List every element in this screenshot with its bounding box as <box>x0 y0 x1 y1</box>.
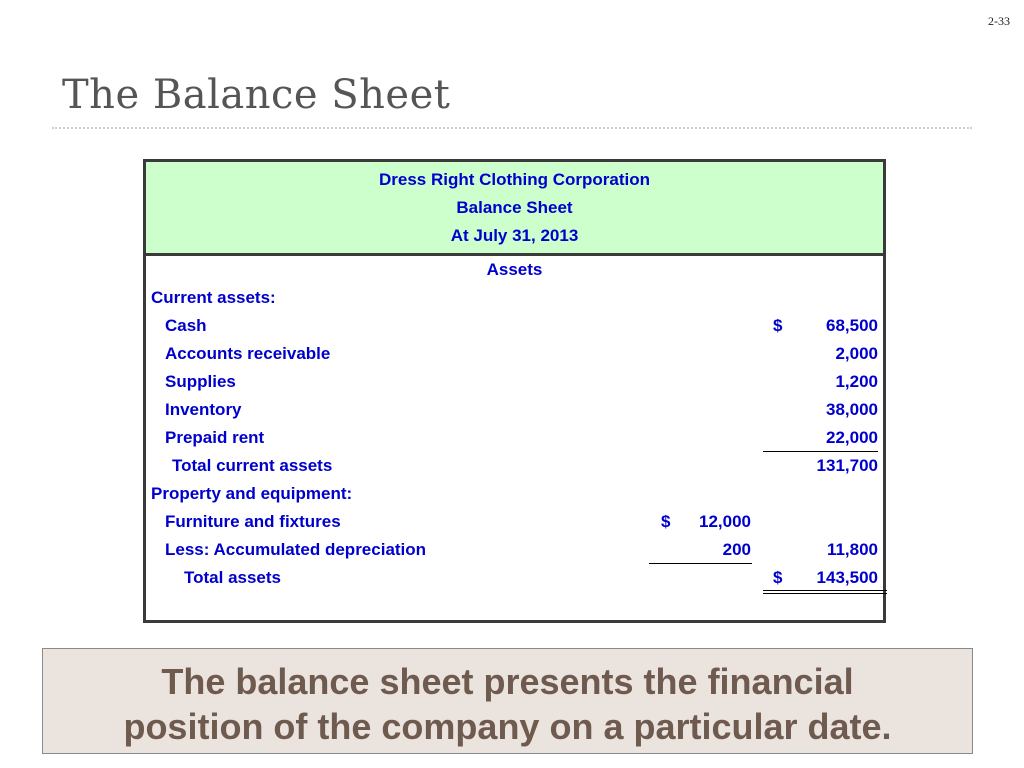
row-amount: 68,500 <box>826 316 878 335</box>
current-assets-heading-row <box>146 284 883 312</box>
row-amount: 143,500 <box>816 568 878 587</box>
ppe-heading-row <box>146 480 883 508</box>
total-current-assets-row <box>146 452 883 480</box>
row-label: Prepaid rent <box>165 428 265 447</box>
currency-symbol: $ <box>661 512 671 531</box>
balance-sheet-header <box>146 162 883 256</box>
company-name: Dress Right Clothing Corporation <box>378 170 651 189</box>
table-row <box>146 340 883 368</box>
row-label: Less: Accumulated depreciation <box>165 540 427 559</box>
row-amount: 12,000 <box>699 512 751 531</box>
section-heading-row <box>146 256 883 284</box>
row-net-amount: 11,800 <box>826 540 878 559</box>
title-divider <box>52 127 972 129</box>
table-row <box>146 508 883 536</box>
row-label: Accounts receivable <box>165 344 331 363</box>
row-label: Total current assets <box>172 456 333 475</box>
statement-date: At July 31, 2013 <box>450 226 579 245</box>
row-amount: 1,200 <box>835 372 878 391</box>
currency-symbol: $ <box>773 316 783 335</box>
table-row <box>146 368 883 396</box>
callout-line: The balance sheet presents the financial <box>161 661 854 702</box>
row-amount: 200 <box>722 540 751 559</box>
ppe-heading: Property and equipment: <box>151 484 353 503</box>
row-label: Supplies <box>165 372 236 391</box>
balance-sheet-table <box>143 159 886 623</box>
summary-callout <box>42 648 973 754</box>
total-double-rule-bottom <box>763 593 887 594</box>
table-row <box>146 312 883 340</box>
section-heading: Assets <box>486 260 543 279</box>
row-label: Cash <box>165 316 207 335</box>
table-row <box>146 424 883 452</box>
slide-title: The Balance Sheet <box>62 72 451 118</box>
total-assets-row <box>146 564 883 592</box>
statement-name: Balance Sheet <box>456 198 573 217</box>
table-row <box>146 536 883 564</box>
row-amount: 2,000 <box>835 344 878 363</box>
row-amount: 38,000 <box>826 400 878 419</box>
table-row <box>146 396 883 424</box>
total-double-rule-top <box>763 590 887 591</box>
currency-symbol: $ <box>773 568 783 587</box>
slide-number: 2-33 <box>988 14 1010 28</box>
row-label: Total assets <box>184 568 282 587</box>
row-label: Furniture and fixtures <box>165 512 341 531</box>
callout-line: position of the company on a particular date. <box>123 706 892 747</box>
row-label: Inventory <box>165 400 242 419</box>
row-amount: 131,700 <box>816 456 878 475</box>
current-assets-heading: Current assets: <box>151 288 276 307</box>
row-amount: 22,000 <box>826 428 878 447</box>
